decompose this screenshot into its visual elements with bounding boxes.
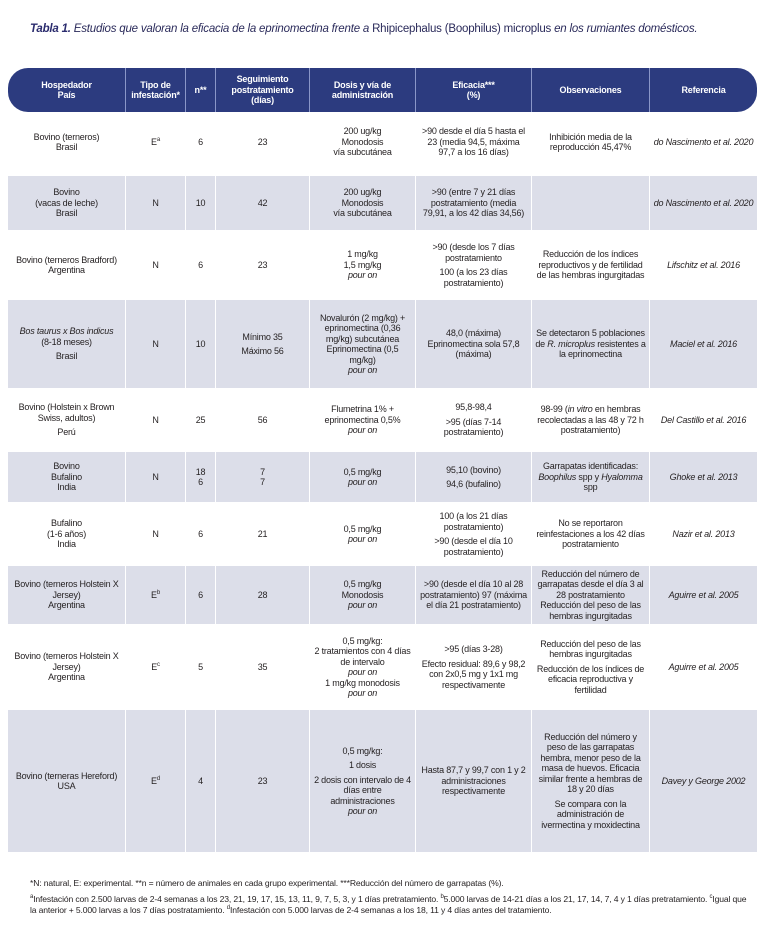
cell-reference: Aguirre et al. 2005 [650,566,757,628]
cell-dose: 0,5 mg/kg Monodosis pour on [310,566,416,628]
header-n: n** [186,68,216,112]
cell-dose: 0,5 mg/kg pour on [310,452,416,506]
table-row [8,392,757,452]
cell-reference: do Nascimento et al. 2020 [650,112,757,176]
cell-observations: Garrapatas identificadas: Boophilus spp y Hyalomma spp [532,452,650,506]
cell-type: N [126,452,186,506]
table-row [8,710,757,856]
cell-followup: 21 [216,506,310,566]
cell-efficacy: >90 (desde el día 10 al 28 postratamiento) 97 (máxima el día 21 postratamiento) [416,566,532,628]
header-dose: Dosis y vía de administración [310,68,416,112]
caption-label: Tabla 1. [30,23,71,35]
cell-host: Bovino (terneros Holstein X Jersey) Argentina [8,566,126,628]
cell-host: Bovino (terneros) Brasil [8,112,126,176]
cell-host: Bos taurus x Bos indicus (8-18 meses) Brasil [8,300,126,392]
cell-observations: Reducción del peso de las hembras ingurgitadas Reducción de los índices de eficacia reproductiva y fertilidad [532,628,650,710]
header-followup: Seguimiento postratamiento (días) [216,68,310,112]
cell-followup: 42 [216,176,310,234]
cell-followup: 56 [216,392,310,452]
cell-followup: 35 [216,628,310,710]
cell-n: 10 [186,176,216,234]
cell-n: 6 [186,566,216,628]
cell-type: $E^a$ [126,112,186,176]
cell-observations: No se reportaron reinfestaciones a los 42 días postratamiento [532,506,650,566]
cell-observations: Se detectaron 5 poblaciones de R. microplus resistentes a la eprinomectina [532,300,650,392]
cell-n: 6 [186,112,216,176]
caption-text-b: en los rumiantes domésticos. [551,23,698,35]
cell-observations: Inhibición media de la reproducción 45,47% [532,112,650,176]
cell-type: $E^c$ [126,628,186,710]
header-host: Hospedador País [8,68,126,112]
cell-dose: 1 mg/kg 1,5 mg/kg pour on [310,234,416,300]
table-row [8,234,757,300]
cell-reference: Ghoke et al. 2013 [650,452,757,506]
cell-reference: Aguirre et al. 2005 [650,628,757,710]
cell-n: 6 [186,234,216,300]
cell-type: N [126,300,186,392]
cell-host: Bovino (vacas de leche) Brasil [8,176,126,234]
cell-n: 6 [186,506,216,566]
cell-n: 10 [186,300,216,392]
table-row [8,112,757,176]
cell-n: 5 [186,628,216,710]
cell-followup: 28 [216,566,310,628]
header-efficacy: Eficacia*** (%) [416,68,532,112]
cell-host: Bovino (Holstein x Brown Swiss, adultos) Perú [8,392,126,452]
cell-host: Bovino (terneras Hereford) USA [8,710,126,856]
cell-observations: Reducción de los índices reproductivos y de fertilidad de las hembras ingurgitadas [532,234,650,300]
table-row [8,452,757,506]
cell-dose: 0,5 mg/kg pour on [310,506,416,566]
cell-reference: Lifschitz et al. 2016 [650,234,757,300]
cell-type: $E^b$ [126,566,186,628]
cell-dose: 200 ug/kg Monodosis vía subcutánea [310,112,416,176]
cell-observations: Reducción del número y peso de las garrapatas hembra, menor peso de la masa de huevos. Eficacia similar frente a hembras de 18 y 20 días Se compara con la administración de ivermectina y moxidectina [532,710,650,856]
cell-reference: Nazir et al. 2013 [650,506,757,566]
cell-type: N [126,392,186,452]
header-observations: Observaciones [532,68,650,112]
cell-efficacy: 100 (a los 21 días postratamiento) >90 (desde el día 10 postratamiento) [416,506,532,566]
cell-n: 4 [186,710,216,856]
header-row [8,68,757,112]
cell-observations: Reducción del número de garrapatas desde el día 3 al 28 postratamiento Reducción del peso de las hembras ingurgitadas [532,566,650,628]
table-row [8,300,757,392]
table-row [8,628,757,710]
cell-type: N [126,506,186,566]
cell-n: 18 6 [186,452,216,506]
cell-reference: Del Castillo et al. 2016 [650,392,757,452]
cell-dose: 0,5 mg/kg: 2 tratamientos con 4 días de intervalo pour on 1 mg/kg monodosis pour on [310,628,416,710]
footnote-infestations: $^a$Infestación con 2.500 larvas de 2-4 semanas a los 23, 21, 19, 17, 15, 13, 11, 9, 7, 5, 3, y 1 días pretratamiento. $^b$5.000 larvas de 14-21 días a los 21, 17, 14, 7, 4 y 1 días pretratamiento. $^c$Igual que la anterior + 5.000 larvas a los 7 días postratamiento. $^d$Infestación con 5.000 larvas de 2-4 semanas a los 18, 11 y 4 días antes del tratamiento. [30,894,747,915]
cell-reference: Maciel et al. 2016 [650,300,757,392]
cell-host: Bovino Bufalino India [8,452,126,506]
cell-followup: 7 7 [216,452,310,506]
header-infestation: Tipo de infestación* [126,68,186,112]
cell-dose: 0,5 mg/kg: 1 dosis 2 dosis con intervalo de 4 días entre administraciones pour on [310,710,416,856]
cell-host: Bufalino (1-6 años) India [8,506,126,566]
footnote-abbreviations: *N: natural, E: experimental. **n = número de animales en cada grupo experimental. ***Reducción del número de garrapatas (%). [30,878,504,888]
caption-text-a: Estudios que valoran la eficacia de la eprinomectina frente a [70,23,373,35]
cell-efficacy: 95,8-98,4 >95 (días 7-14 postratamiento) [416,392,532,452]
cell-efficacy: 95,10 (bovino) 94,6 (bufalino) [416,452,532,506]
cell-type: $E^d$ [126,710,186,856]
cell-followup: 23 [216,112,310,176]
cell-reference: do Nascimento et al. 2020 [650,176,757,234]
table-row [8,506,757,566]
cell-type: N [126,176,186,234]
cell-followup: 23 [216,234,310,300]
cell-efficacy: >90 desde el día 5 hasta el 23 (media 94,5, máxima 97,7 a los 16 días) [416,112,532,176]
cell-dose: Flumetrina 1% + eprinomectina 0,5% pour on [310,392,416,452]
cell-observations [532,176,650,234]
cell-efficacy: >90 (entre 7 y 21 días postratamiento (media 79,91, a los 42 días 34,56) [416,176,532,234]
cell-efficacy: >90 (desde los 7 días postratamiento 100 (a los 23 días postratamiento) [416,234,532,300]
header-reference: Referencia [650,68,757,112]
cell-observations: 98-99 (in vitro en hembras recolectadas a las 48 y 72 h postratamiento) [532,392,650,452]
cell-host: Bovino (terneros Bradford) Argentina [8,234,126,300]
table-caption [30,22,750,36]
caption-species: Rhipicephalus (Boophilus) microplus [372,23,552,35]
cell-n: 25 [186,392,216,452]
footnotes [30,878,750,921]
cell-followup: Mínimo 35 Máximo 56 [216,300,310,392]
cell-efficacy: >95 (días 3-28) Efecto residual: 89,6 y 98,2 con 2x0,5 mg y 1x1 mg respectivamente [416,628,532,710]
table-row [8,566,757,628]
cell-host: Bovino (terneros Holstein X Jersey) Argentina [8,628,126,710]
cell-dose: 200 ug/kg Monodosis vía subcutánea [310,176,416,234]
cell-efficacy: 48,0 (máxima) Eprinomectina sola 57,8 (máxima) [416,300,532,392]
table-row [8,176,757,234]
efficacy-table [8,68,757,856]
cell-dose: Novalurón (2 mg/kg) + eprinomectina (0,36 mg/kg) subcutánea Eprinomectina (0,5 mg/kg) pour on [310,300,416,392]
cell-type: N [126,234,186,300]
cell-efficacy: Hasta 87,7 y 99,7 con 1 y 2 administraciones respectivamente [416,710,532,856]
cell-followup: 23 [216,710,310,856]
cell-reference: Davey y George 2002 [650,710,757,856]
